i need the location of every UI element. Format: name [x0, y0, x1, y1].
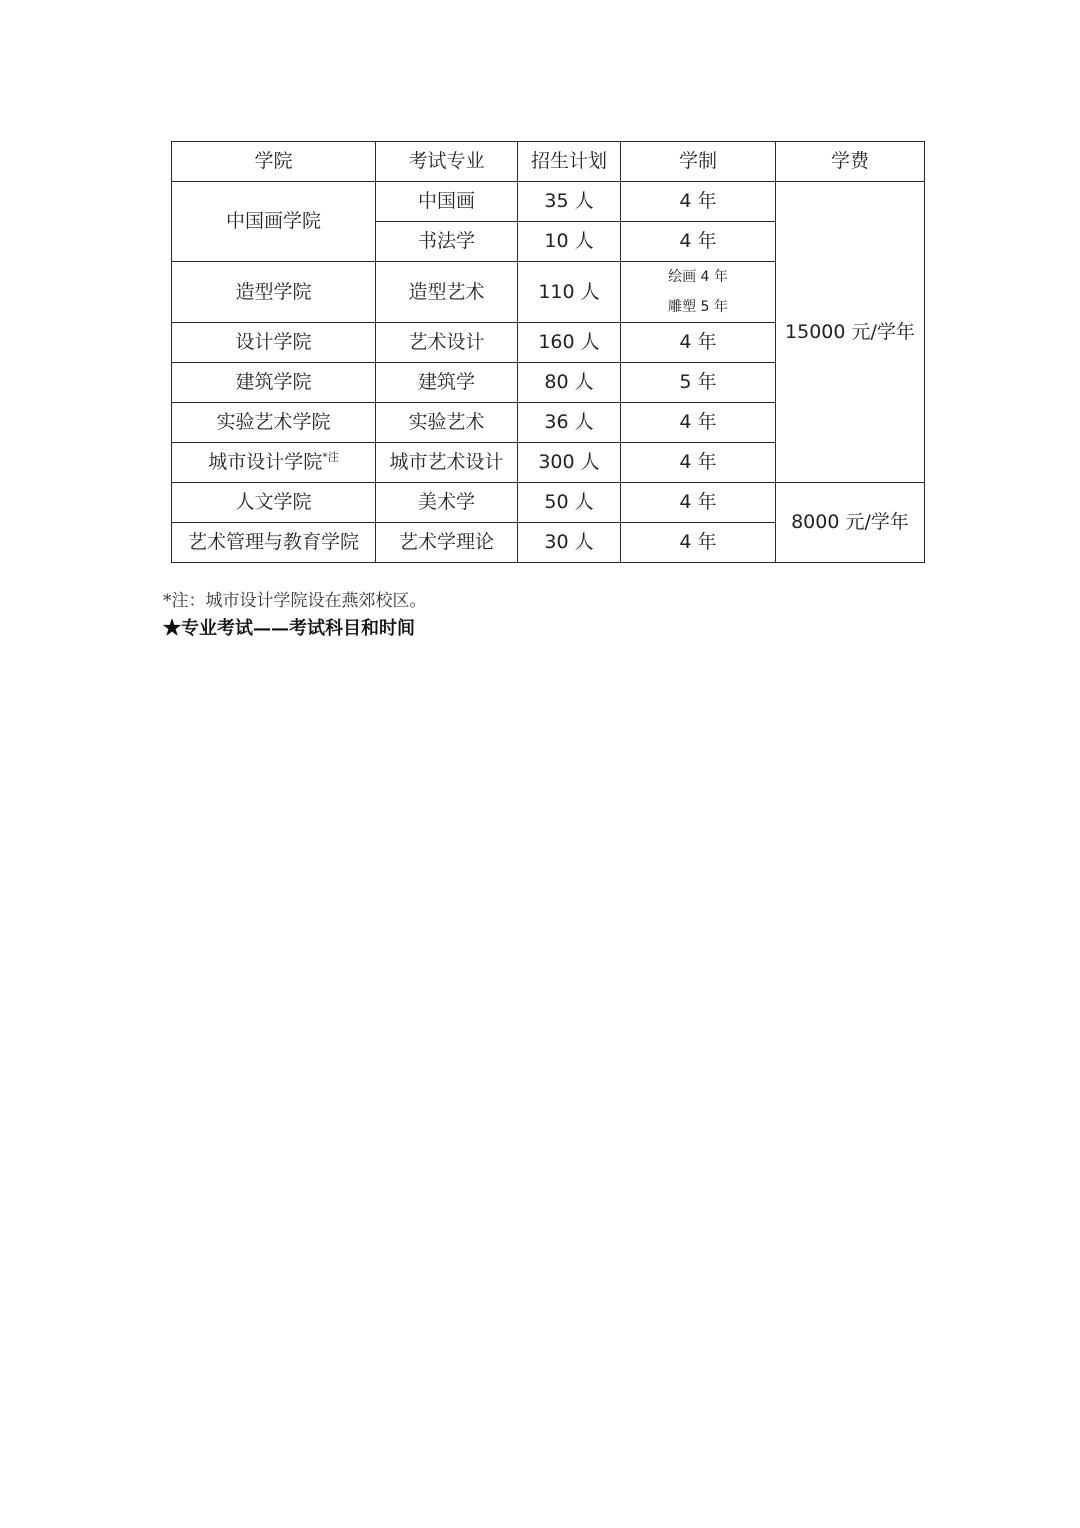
quota-cell: 10 人 — [518, 222, 621, 262]
major-cell: 艺术学理论 — [376, 523, 518, 563]
duration-cell: 4 年 — [621, 403, 776, 443]
college-note-mark: *注 — [322, 450, 339, 464]
header-college: 学院 — [172, 142, 376, 182]
header-duration: 学制 — [621, 142, 776, 182]
fee-cell: 15000 元/学年 — [776, 182, 925, 483]
duration-painting: 绘画 4 年 — [668, 269, 728, 285]
duration-cell: 4 年 — [621, 182, 776, 222]
quota-cell: 50 人 — [518, 483, 621, 523]
duration-cell: 4 年 — [621, 443, 776, 483]
fee-cell: 8000 元/学年 — [776, 483, 925, 563]
duration-cell: 4 年 — [621, 523, 776, 563]
major-cell: 艺术设计 — [376, 323, 518, 363]
major-cell: 中国画 — [376, 182, 518, 222]
college-cell: 造型学院 — [172, 262, 376, 323]
duration-cell — [621, 262, 776, 323]
quota-cell: 30 人 — [518, 523, 621, 563]
major-cell: 造型艺术 — [376, 262, 518, 323]
college-cell: 中国画学院 — [172, 182, 376, 262]
college-cell: 设计学院 — [172, 323, 376, 363]
duration-cell: 5 年 — [621, 363, 776, 403]
duration-cell: 4 年 — [621, 323, 776, 363]
college-cell: 建筑学院 — [172, 363, 376, 403]
college-cell — [172, 443, 376, 483]
college-name: 城市设计学院 — [208, 451, 323, 474]
header-fee: 学费 — [776, 142, 925, 182]
major-cell: 书法学 — [376, 222, 518, 262]
college-cell: 人文学院 — [172, 483, 376, 523]
table-header-row — [172, 142, 925, 182]
table-row — [172, 483, 925, 523]
table-row — [172, 182, 925, 222]
quota-cell: 36 人 — [518, 403, 621, 443]
major-cell: 实验艺术 — [376, 403, 518, 443]
duration-sculpture: 雕塑 5 年 — [668, 299, 728, 315]
quota-cell: 160 人 — [518, 323, 621, 363]
quota-cell: 80 人 — [518, 363, 621, 403]
section-heading: ★专业考试——考试科目和时间 — [163, 618, 415, 639]
duration-cell: 4 年 — [621, 483, 776, 523]
major-cell: 建筑学 — [376, 363, 518, 403]
duration-cell: 4 年 — [621, 222, 776, 262]
college-cell: 实验艺术学院 — [172, 403, 376, 443]
college-cell: 艺术管理与教育学院 — [172, 523, 376, 563]
header-quota: 招生计划 — [518, 142, 621, 182]
admissions-table — [171, 141, 925, 563]
quota-cell: 300 人 — [518, 443, 621, 483]
header-major: 考试专业 — [376, 142, 518, 182]
quota-cell: 110 人 — [518, 262, 621, 323]
quota-cell: 35 人 — [518, 182, 621, 222]
footnote: *注：城市设计学院设在燕郊校区。 — [163, 591, 427, 611]
major-cell: 城市艺术设计 — [376, 443, 518, 483]
major-cell: 美术学 — [376, 483, 518, 523]
